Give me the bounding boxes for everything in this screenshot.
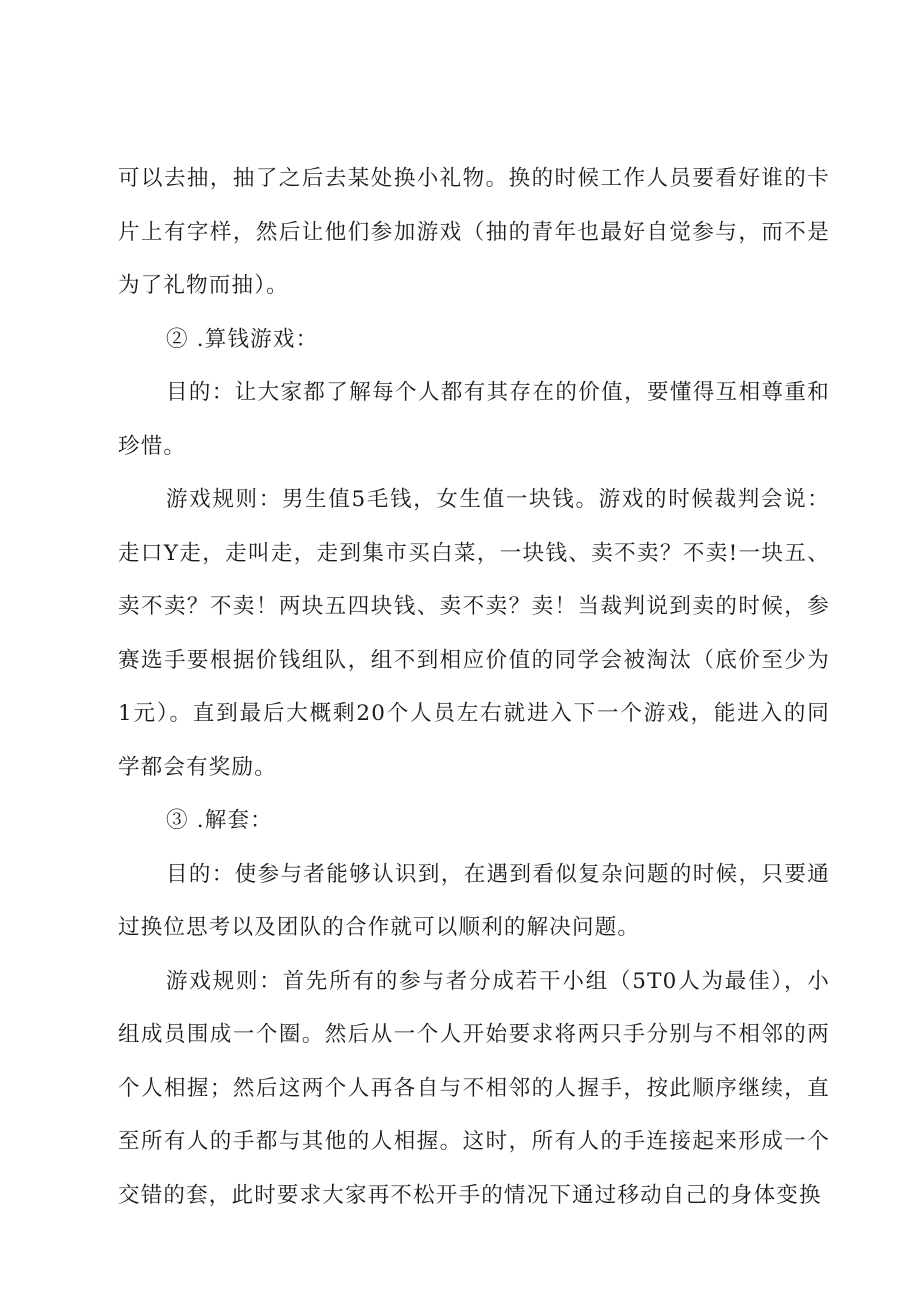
- paragraph-untangle-purpose: 目的：使参与者能够认识到，在遇到看似复杂问题的时候，只要通过换位思考以及团队的合作就可以顺利的解决问题。: [118, 861, 830, 940]
- paragraph-money-game-rules: 游戏规则：男生值5毛钱，女生值一块钱。游戏的时候裁判会说：走口Y走，走叫走，走到集市买白菜，一块钱、卖不卖？不卖!一块五、卖不卖？不卖！两块五四块钱、卖不卖？卖！当裁判说到卖的时候，参赛选手要根据价钱组队，组不到相应价值的同学会被淘汰（底价至少为1元）。直到最后大概剩20个人员左右就进入下一个游戏，能进入的同学都会有奖励。: [118, 487, 830, 780]
- paragraph-untangle-rules: 游戏规则：首先所有的参与者分成若干小组（5T0人为最佳），小组成员围成一个圈。然后从一个人开始要求将两只手分别与不相邻的两个人相握；然后这两个人再各自与不相邻的人握手，按此顺序继续，直至所有人的手都与其他的人相握。这时，所有人的手连接起来形成一个交错的套，此时要求大家再不松开手的情况下通过移动自己的身体变换: [118, 968, 830, 1208]
- section-heading-untangle: ③ .解套：: [166, 808, 273, 833]
- section-heading-money-game: ② .算钱游戏：: [166, 326, 319, 352]
- document-page: [118, 152, 830, 1222]
- paragraph-money-game-purpose: 目的：让大家都了解每个人都有其存在的价值，要懂得互相尊重和珍惜。: [118, 380, 830, 459]
- paragraph-continuation: 可以去抽，抽了之后去某处换小礼物。换的时候工作人员要看好谁的卡片上有字样，然后让他们参加游戏（抽的青年也最好自觉参与，而不是为了礼物而抽）。: [118, 166, 830, 298]
